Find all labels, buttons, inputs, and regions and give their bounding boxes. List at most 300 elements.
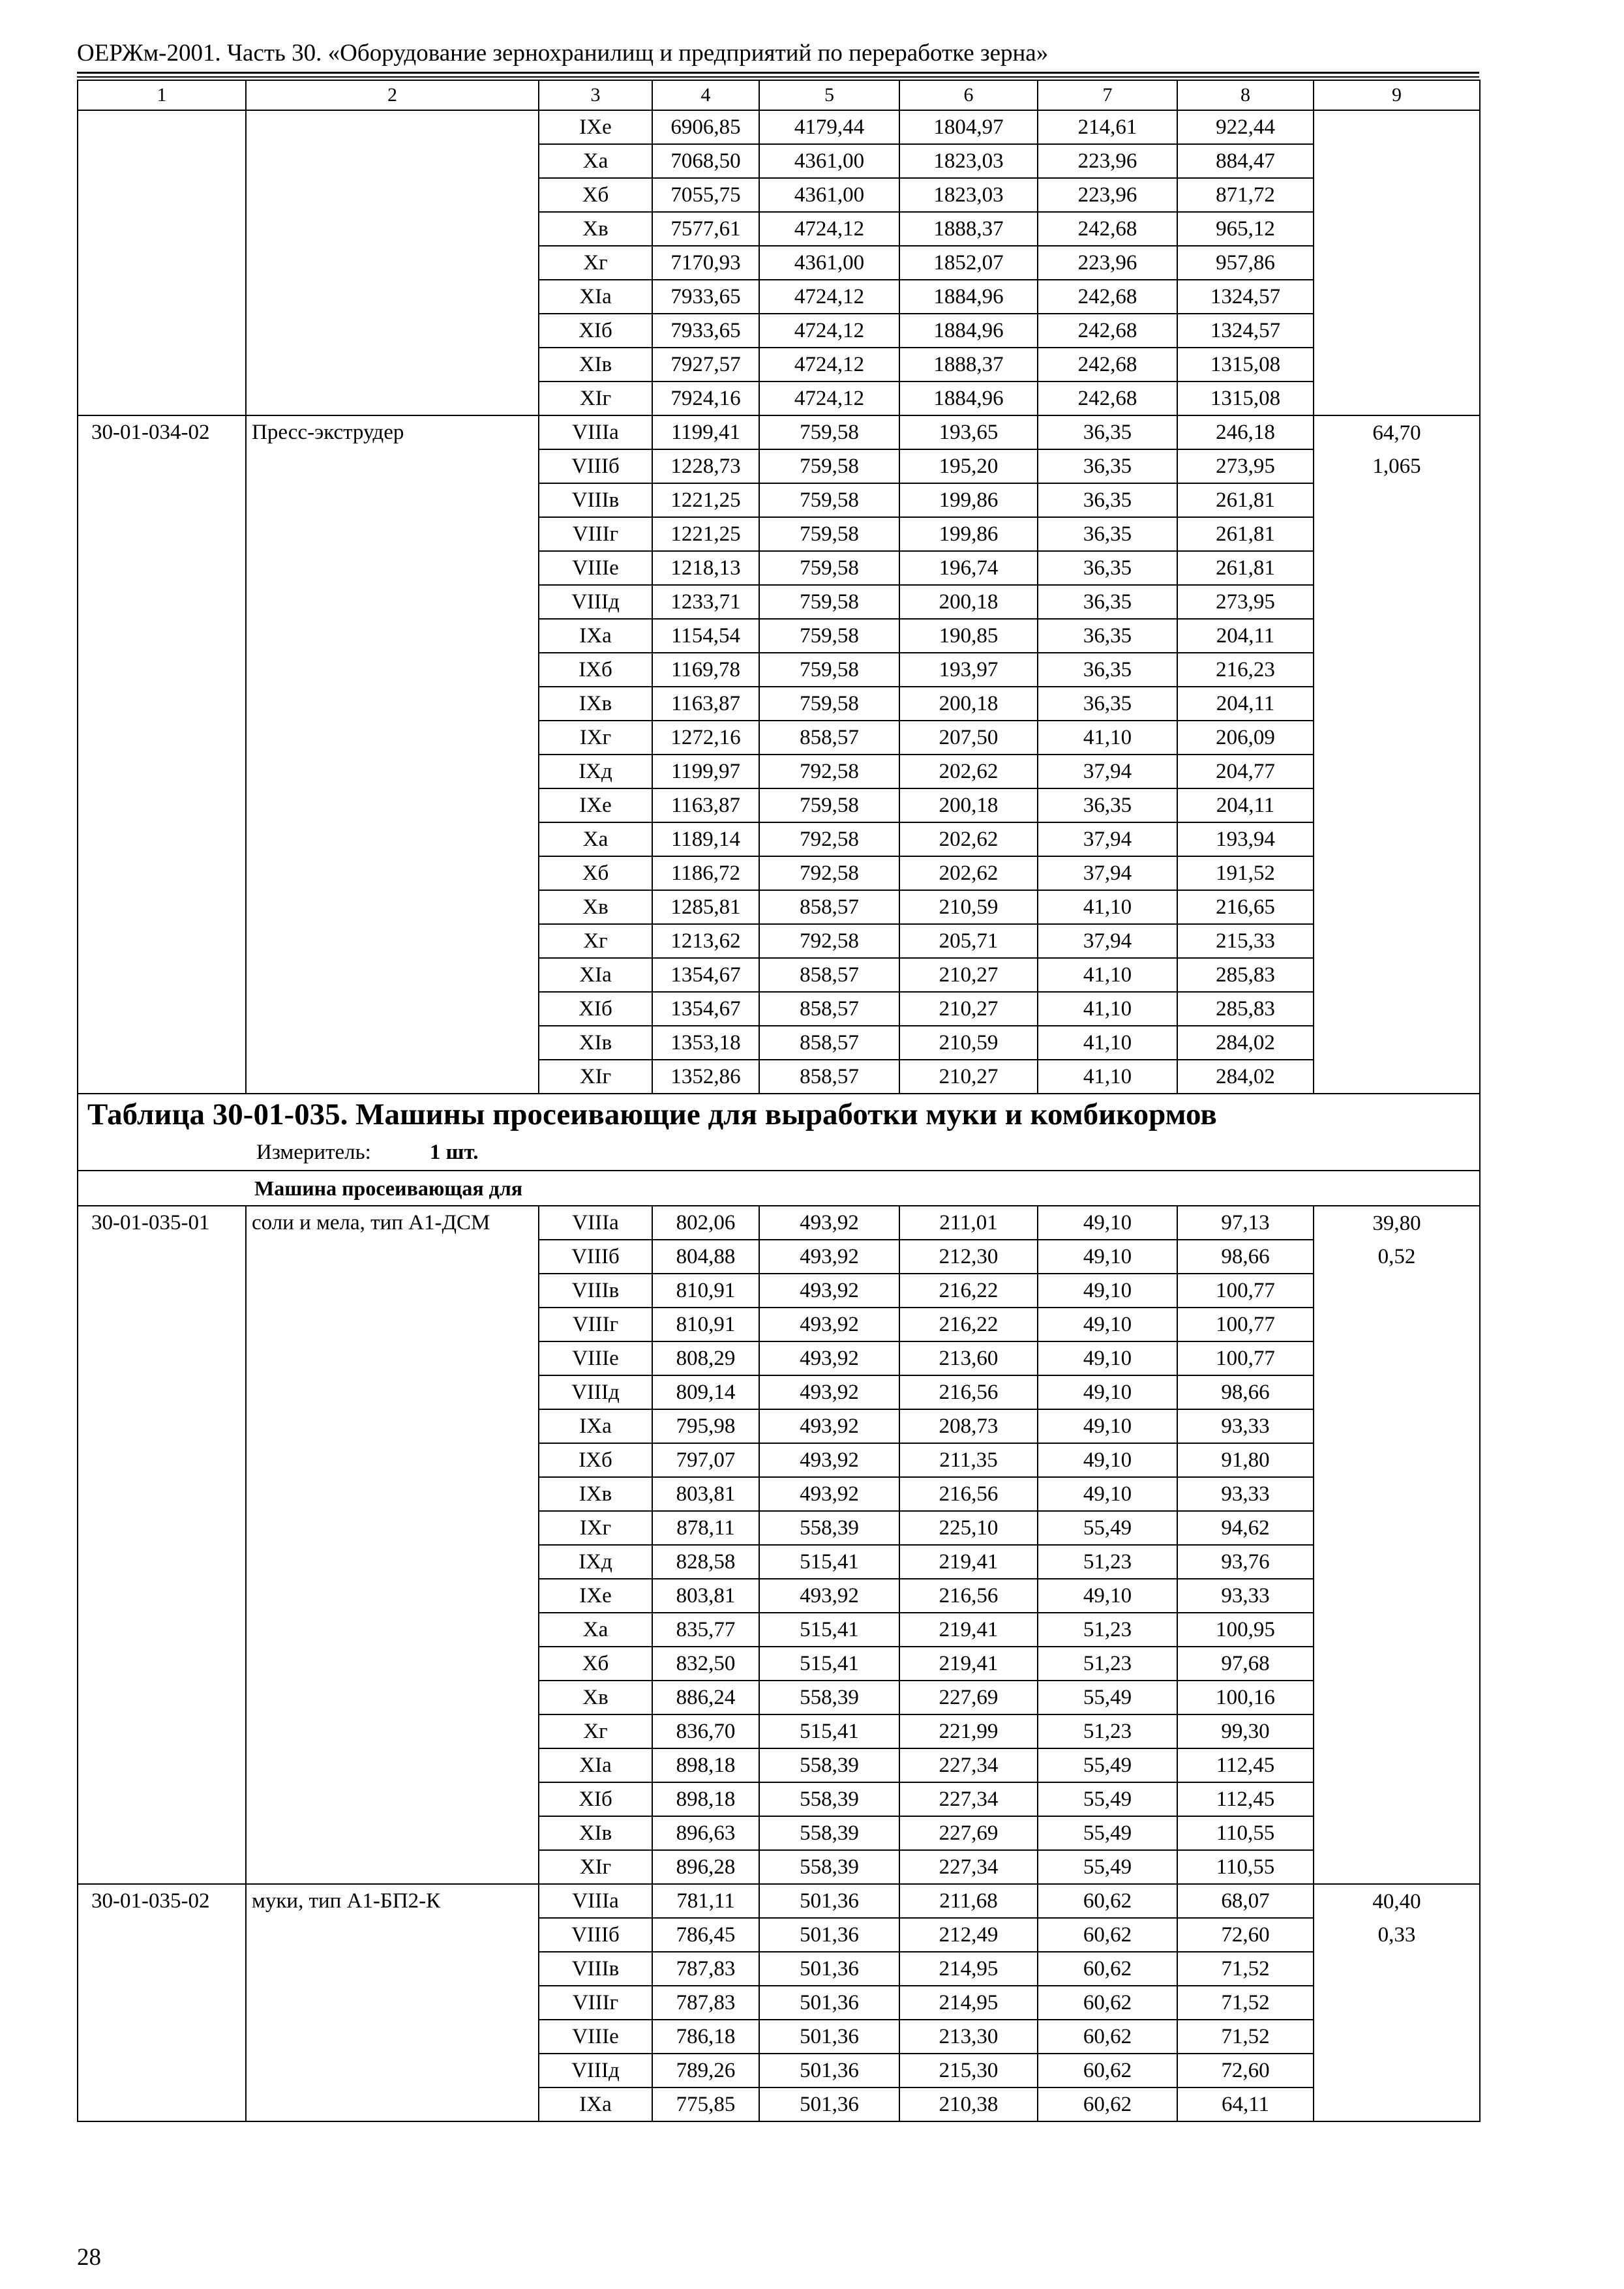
machinist-wages: 223,96 (1038, 246, 1177, 280)
position-name: муки, тип А1-БП2-К (246, 1884, 539, 2121)
wages-cost: 4724,12 (759, 280, 899, 314)
labor-value (1314, 1341, 1480, 1375)
labor-value (1314, 1409, 1480, 1443)
wages-cost: 4724,12 (759, 314, 899, 348)
column-number: 8 (1177, 80, 1314, 110)
wages-cost: 515,41 (759, 1714, 899, 1748)
machine-cost: 219,41 (899, 1647, 1038, 1681)
materials-cost: 216,23 (1177, 653, 1314, 687)
materials-cost: 100,16 (1177, 1681, 1314, 1714)
wages-cost: 515,41 (759, 1647, 899, 1681)
materials-cost: 100,77 (1177, 1274, 1314, 1308)
region-code: IXa (539, 619, 652, 653)
total-cost: 1154,54 (652, 619, 759, 653)
table-body (78, 80, 1480, 2121)
region-code: IXв (539, 687, 652, 721)
machinist-wages: 41,10 (1038, 890, 1177, 924)
labor-value (1314, 1545, 1480, 1579)
total-cost: 898,18 (652, 1782, 759, 1816)
total-cost: 1354,67 (652, 958, 759, 992)
column-number-row (78, 80, 1480, 110)
column-number: 4 (652, 80, 759, 110)
region-code: VIIIв (539, 1274, 652, 1308)
total-cost: 7924,16 (652, 382, 759, 415)
wages-cost: 4361,00 (759, 246, 899, 280)
header-rule (77, 76, 1479, 78)
machine-cost: 219,41 (899, 1613, 1038, 1647)
labor-value (1314, 517, 1480, 551)
labor-value (1314, 1511, 1480, 1545)
machine-cost: 1884,96 (899, 382, 1038, 415)
total-cost: 1163,87 (652, 788, 759, 822)
region-code: XIв (539, 1816, 652, 1850)
region-code: IXe (539, 110, 652, 144)
machine-cost: 193,97 (899, 653, 1038, 687)
machinist-wages: 242,68 (1038, 212, 1177, 246)
materials-cost: 1315,08 (1177, 348, 1314, 382)
labor-value: 0,33 (1314, 1918, 1480, 1952)
wages-cost: 493,92 (759, 1443, 899, 1477)
machine-cost: 1804,97 (899, 110, 1038, 144)
machine-cost: 227,34 (899, 1850, 1038, 1884)
machinist-wages: 41,10 (1038, 992, 1177, 1026)
total-cost: 1285,81 (652, 890, 759, 924)
labor-value (1314, 687, 1480, 721)
total-cost: 1352,86 (652, 1060, 759, 1094)
total-cost: 1221,25 (652, 483, 759, 517)
machinist-wages: 242,68 (1038, 382, 1177, 415)
position-code (78, 110, 246, 415)
machine-cost: 200,18 (899, 687, 1038, 721)
labor-value (1314, 1274, 1480, 1308)
materials-cost: 191,52 (1177, 856, 1314, 890)
materials-cost: 261,81 (1177, 551, 1314, 585)
labor-value (1314, 856, 1480, 890)
region-code: XIб (539, 992, 652, 1026)
machine-cost: 1823,03 (899, 178, 1038, 212)
machinist-wages: 51,23 (1038, 1647, 1177, 1681)
total-cost: 1233,71 (652, 585, 759, 619)
wages-cost: 4724,12 (759, 348, 899, 382)
labor-value (1314, 1579, 1480, 1613)
machinist-wages: 37,94 (1038, 924, 1177, 958)
region-code: Xб (539, 856, 652, 890)
region-code: VIIIe (539, 551, 652, 585)
region-code: IXa (539, 1409, 652, 1443)
region-code: IXб (539, 653, 652, 687)
wages-cost: 515,41 (759, 1545, 899, 1579)
wages-cost: 493,92 (759, 1240, 899, 1274)
position-name: Пресс-экструдер (246, 415, 539, 1094)
materials-cost: 72,60 (1177, 1918, 1314, 1952)
subheading-row (78, 1171, 1480, 1206)
machinist-wages: 36,35 (1038, 449, 1177, 483)
machine-cost: 195,20 (899, 449, 1038, 483)
labor-value (1314, 1782, 1480, 1816)
machinist-wages: 55,49 (1038, 1748, 1177, 1782)
wages-cost: 501,36 (759, 2020, 899, 2054)
materials-cost: 93,33 (1177, 1477, 1314, 1511)
total-cost: 1228,73 (652, 449, 759, 483)
total-cost: 835,77 (652, 1613, 759, 1647)
machine-cost: 1884,96 (899, 280, 1038, 314)
wages-cost: 759,58 (759, 687, 899, 721)
labor-value (1314, 1613, 1480, 1647)
labor-value (1314, 1477, 1480, 1511)
wages-cost: 792,58 (759, 755, 899, 788)
wages-cost: 493,92 (759, 1206, 899, 1240)
region-code: XIб (539, 1782, 652, 1816)
region-code: Xв (539, 890, 652, 924)
materials-cost: 215,33 (1177, 924, 1314, 958)
machinist-wages: 55,49 (1038, 1511, 1177, 1545)
machine-cost: 193,65 (899, 415, 1038, 449)
labor-value (1314, 1647, 1480, 1681)
subheading: Машина просеивающая для (78, 1171, 1480, 1206)
materials-cost: 273,95 (1177, 449, 1314, 483)
machine-cost: 1852,07 (899, 246, 1038, 280)
wages-cost: 792,58 (759, 822, 899, 856)
region-code: VIIIe (539, 2020, 652, 2054)
measure-cell (78, 1135, 1480, 1171)
machinist-wages: 37,94 (1038, 856, 1177, 890)
total-cost: 7577,61 (652, 212, 759, 246)
materials-cost: 71,52 (1177, 1952, 1314, 1986)
materials-cost: 100,77 (1177, 1341, 1314, 1375)
wages-cost: 858,57 (759, 958, 899, 992)
column-number: 7 (1038, 80, 1177, 110)
machine-cost: 216,22 (899, 1308, 1038, 1341)
region-code: VIIIв (539, 1952, 652, 1986)
wages-cost: 493,92 (759, 1477, 899, 1511)
region-code: Xв (539, 212, 652, 246)
total-cost: 7170,93 (652, 246, 759, 280)
materials-cost: 64,11 (1177, 2087, 1314, 2121)
materials-cost: 93,33 (1177, 1409, 1314, 1443)
machinist-wages: 49,10 (1038, 1477, 1177, 1511)
wages-cost: 858,57 (759, 1060, 899, 1094)
materials-cost: 261,81 (1177, 483, 1314, 517)
wages-cost: 515,41 (759, 1613, 899, 1647)
total-cost: 6906,85 (652, 110, 759, 144)
machine-cost: 211,01 (899, 1206, 1038, 1240)
labor-value (1314, 110, 1480, 144)
labor-value (1314, 144, 1480, 178)
region-code: XIг (539, 1060, 652, 1094)
wages-cost: 4361,00 (759, 144, 899, 178)
total-cost: 787,83 (652, 1952, 759, 1986)
labor-value (1314, 348, 1480, 382)
machine-cost: 216,56 (899, 1579, 1038, 1613)
machinist-wages: 49,10 (1038, 1409, 1177, 1443)
region-code: XIг (539, 1850, 652, 1884)
machinist-wages: 60,62 (1038, 2087, 1177, 2121)
machinist-wages: 60,62 (1038, 1952, 1177, 1986)
materials-cost: 206,09 (1177, 721, 1314, 755)
wages-cost: 4361,00 (759, 178, 899, 212)
labor-value (1314, 619, 1480, 653)
labor-value (1314, 382, 1480, 415)
labor-value (1314, 924, 1480, 958)
labor-value (1314, 1681, 1480, 1714)
total-cost: 878,11 (652, 1511, 759, 1545)
total-cost: 828,58 (652, 1545, 759, 1579)
materials-cost: 261,81 (1177, 517, 1314, 551)
machinist-wages: 60,62 (1038, 2020, 1177, 2054)
machine-cost: 213,30 (899, 2020, 1038, 2054)
position-name (246, 110, 539, 415)
table-row (78, 1884, 1480, 1918)
region-code: IXг (539, 1511, 652, 1545)
machinist-wages: 60,62 (1038, 1986, 1177, 2020)
machine-cost: 211,35 (899, 1443, 1038, 1477)
materials-cost: 246,18 (1177, 415, 1314, 449)
machine-cost: 211,68 (899, 1884, 1038, 1918)
labor-value (1314, 2020, 1480, 2054)
region-code: IXд (539, 1545, 652, 1579)
column-number: 2 (246, 80, 539, 110)
wages-cost: 858,57 (759, 1026, 899, 1060)
total-cost: 810,91 (652, 1274, 759, 1308)
wages-cost: 759,58 (759, 585, 899, 619)
machinist-wages: 60,62 (1038, 2054, 1177, 2087)
machinist-wages: 36,35 (1038, 619, 1177, 653)
machine-cost: 213,60 (899, 1341, 1038, 1375)
materials-cost: 922,44 (1177, 110, 1314, 144)
machine-cost: 216,56 (899, 1477, 1038, 1511)
column-number: 5 (759, 80, 899, 110)
machine-cost: 202,62 (899, 856, 1038, 890)
machinist-wages: 41,10 (1038, 1026, 1177, 1060)
labor-value (1314, 212, 1480, 246)
wages-cost: 501,36 (759, 1986, 899, 2020)
labor-value (1314, 1308, 1480, 1341)
machine-cost: 210,59 (899, 890, 1038, 924)
machine-cost: 214,95 (899, 1952, 1038, 1986)
region-code: Xб (539, 178, 652, 212)
region-code: Xв (539, 1681, 652, 1714)
wages-cost: 493,92 (759, 1308, 899, 1341)
wages-cost: 493,92 (759, 1409, 899, 1443)
labor-value: 40,40 (1314, 1884, 1480, 1918)
labor-value (1314, 653, 1480, 687)
total-cost: 898,18 (652, 1748, 759, 1782)
region-code: Xa (539, 144, 652, 178)
machine-cost: 200,18 (899, 788, 1038, 822)
machinist-wages: 55,49 (1038, 1816, 1177, 1850)
materials-cost: 273,95 (1177, 585, 1314, 619)
region-code: VIIIд (539, 585, 652, 619)
materials-cost: 97,68 (1177, 1647, 1314, 1681)
machine-cost: 212,49 (899, 1918, 1038, 1952)
materials-cost: 98,66 (1177, 1375, 1314, 1409)
wages-cost: 493,92 (759, 1375, 899, 1409)
wages-cost: 759,58 (759, 483, 899, 517)
materials-cost: 285,83 (1177, 992, 1314, 1026)
region-code: Xб (539, 1647, 652, 1681)
region-code: XIa (539, 280, 652, 314)
machinist-wages: 49,10 (1038, 1240, 1177, 1274)
total-cost: 787,83 (652, 1986, 759, 2020)
total-cost: 804,88 (652, 1240, 759, 1274)
total-cost: 802,06 (652, 1206, 759, 1240)
labor-value (1314, 483, 1480, 517)
measure-row (78, 1135, 1480, 1171)
materials-cost: 93,33 (1177, 1579, 1314, 1613)
labor-value (1314, 178, 1480, 212)
region-code: VIIIa (539, 1206, 652, 1240)
machinist-wages: 242,68 (1038, 314, 1177, 348)
machinist-wages: 49,10 (1038, 1375, 1177, 1409)
labor-value (1314, 1986, 1480, 2020)
machinist-wages: 36,35 (1038, 788, 1177, 822)
region-code: VIIIд (539, 2054, 652, 2087)
total-cost: 809,14 (652, 1375, 759, 1409)
region-code: IXa (539, 2087, 652, 2121)
region-code: Xг (539, 924, 652, 958)
total-cost: 803,81 (652, 1579, 759, 1613)
machine-cost: 1888,37 (899, 212, 1038, 246)
total-cost: 7068,50 (652, 144, 759, 178)
materials-cost: 110,55 (1177, 1816, 1314, 1850)
machine-cost: 216,22 (899, 1274, 1038, 1308)
materials-cost: 99,30 (1177, 1714, 1314, 1748)
table-title: Таблица 30-01-035. Машины просеивающие для выработки муки и комбикормов (78, 1094, 1480, 1135)
wages-cost: 759,58 (759, 788, 899, 822)
machine-cost: 227,69 (899, 1816, 1038, 1850)
region-code: VIIIб (539, 449, 652, 483)
total-cost: 789,26 (652, 2054, 759, 2087)
machinist-wages: 242,68 (1038, 348, 1177, 382)
labor-value (1314, 755, 1480, 788)
labor-value: 64,70 (1314, 415, 1480, 449)
materials-cost: 71,52 (1177, 1986, 1314, 2020)
machinist-wages: 41,10 (1038, 721, 1177, 755)
materials-cost: 216,65 (1177, 890, 1314, 924)
wages-cost: 759,58 (759, 449, 899, 483)
column-number: 1 (78, 80, 246, 110)
machinist-wages: 41,10 (1038, 958, 1177, 992)
machinist-wages: 37,94 (1038, 822, 1177, 856)
table-row (78, 110, 1480, 144)
materials-cost: 1315,08 (1177, 382, 1314, 415)
machine-cost: 227,69 (899, 1681, 1038, 1714)
wages-cost: 501,36 (759, 1918, 899, 1952)
materials-cost: 110,55 (1177, 1850, 1314, 1884)
wages-cost: 759,58 (759, 619, 899, 653)
labor-value (1314, 992, 1480, 1026)
total-cost: 886,24 (652, 1681, 759, 1714)
price-table (77, 80, 1481, 2122)
total-cost: 808,29 (652, 1341, 759, 1375)
machine-cost: 1823,03 (899, 144, 1038, 178)
materials-cost: 94,62 (1177, 1511, 1314, 1545)
column-number: 3 (539, 80, 652, 110)
labor-value (1314, 551, 1480, 585)
machine-cost: 202,62 (899, 822, 1038, 856)
region-code: IXб (539, 1443, 652, 1477)
materials-cost: 93,76 (1177, 1545, 1314, 1579)
region-code: VIIIб (539, 1918, 652, 1952)
labor-value (1314, 822, 1480, 856)
wages-cost: 501,36 (759, 1952, 899, 1986)
position-code: 30-01-034-02 (78, 415, 246, 1094)
total-cost: 1169,78 (652, 653, 759, 687)
machinist-wages: 49,10 (1038, 1274, 1177, 1308)
machine-cost: 210,59 (899, 1026, 1038, 1060)
region-code: IXe (539, 1579, 652, 1613)
materials-cost: 193,94 (1177, 822, 1314, 856)
column-number: 9 (1314, 80, 1480, 110)
wages-cost: 858,57 (759, 721, 899, 755)
running-header: ОЕРЖм-2001. Часть 30. «Оборудование зернохранилищ и предприятий по переработке зерна» (77, 40, 1049, 67)
materials-cost: 957,86 (1177, 246, 1314, 280)
machine-cost: 1884,96 (899, 314, 1038, 348)
total-cost: 7927,57 (652, 348, 759, 382)
labor-value (1314, 1952, 1480, 1986)
labor-value (1314, 890, 1480, 924)
total-cost: 803,81 (652, 1477, 759, 1511)
region-code: XIa (539, 1748, 652, 1782)
total-cost: 832,50 (652, 1647, 759, 1681)
wages-cost: 759,58 (759, 415, 899, 449)
position-name: соли и мела, тип А1-ДСМ (246, 1206, 539, 1884)
wages-cost: 4724,12 (759, 382, 899, 415)
machinist-wages: 36,35 (1038, 517, 1177, 551)
labor-value (1314, 1375, 1480, 1409)
table-row (78, 1206, 1480, 1240)
machinist-wages: 55,49 (1038, 1681, 1177, 1714)
total-cost: 1199,97 (652, 755, 759, 788)
machine-cost: 202,62 (899, 755, 1038, 788)
region-code: VIIIa (539, 415, 652, 449)
machine-cost: 210,27 (899, 992, 1038, 1026)
total-cost: 7933,65 (652, 314, 759, 348)
wages-cost: 501,36 (759, 2087, 899, 2121)
machine-cost: 1888,37 (899, 348, 1038, 382)
header-rule (77, 72, 1479, 74)
machine-cost: 208,73 (899, 1409, 1038, 1443)
region-code: VIIIв (539, 483, 652, 517)
measure-value: 1 шт. (429, 1141, 479, 1164)
total-cost: 795,98 (652, 1409, 759, 1443)
machinist-wages: 242,68 (1038, 280, 1177, 314)
materials-cost: 204,11 (1177, 687, 1314, 721)
machine-cost: 210,38 (899, 2087, 1038, 2121)
materials-cost: 91,80 (1177, 1443, 1314, 1477)
machinist-wages: 55,49 (1038, 1850, 1177, 1884)
region-code: XIв (539, 1026, 652, 1060)
machinist-wages: 36,35 (1038, 653, 1177, 687)
total-cost: 1189,14 (652, 822, 759, 856)
materials-cost: 68,07 (1177, 1884, 1314, 1918)
region-code: XIa (539, 958, 652, 992)
materials-cost: 884,47 (1177, 144, 1314, 178)
region-code: XIб (539, 314, 652, 348)
position-code: 30-01-035-01 (78, 1206, 246, 1884)
region-code: VIIIб (539, 1240, 652, 1274)
machine-cost: 221,99 (899, 1714, 1038, 1748)
labor-value (1314, 1060, 1480, 1094)
labor-value (1314, 788, 1480, 822)
region-code: Xг (539, 246, 652, 280)
total-cost: 896,63 (652, 1816, 759, 1850)
machine-cost: 225,10 (899, 1511, 1038, 1545)
machinist-wages: 37,94 (1038, 755, 1177, 788)
labor-value (1314, 1748, 1480, 1782)
total-cost: 1218,13 (652, 551, 759, 585)
wages-cost: 558,39 (759, 1748, 899, 1782)
